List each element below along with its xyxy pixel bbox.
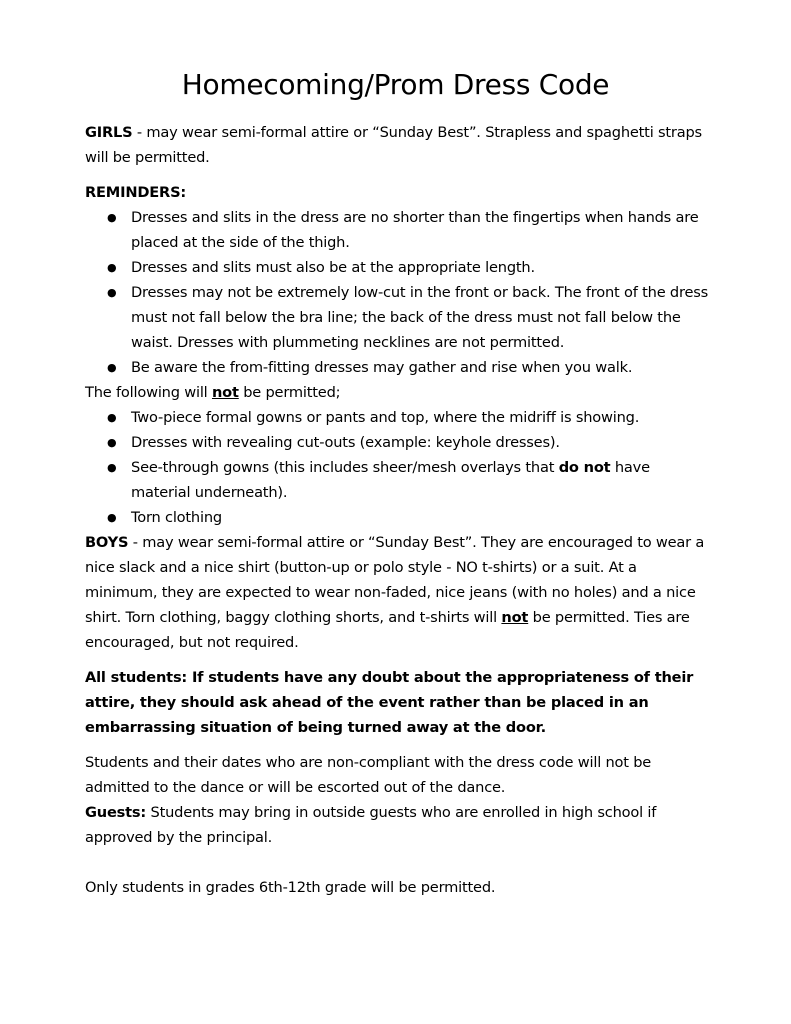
- not-permitted-intro-after: be permitted;: [238, 384, 341, 401]
- girls-paragraph: [85, 120, 710, 170]
- spacer: [85, 850, 710, 875]
- boys-text: - may wear semi-formal attire or “Sunday Best”. They are encouraged to wear a nice slack and a nice shirt (button-up or polo style - NO t-shirts) or a suit. At a minimum, they are expected to wear non-faded, nice jeans (with no holes) and a nice shirt. Torn clothing, baggy clothing shorts, and t-shirts will: [85, 534, 705, 626]
- list-item: [85, 505, 710, 530]
- list-item-text: Torn clothing: [131, 509, 222, 526]
- reminders-heading-text: REMINDERS:: [85, 184, 187, 201]
- not-permitted-intro-before: The following will: [85, 384, 212, 401]
- boys-paragraph: [85, 530, 710, 655]
- list-item-text: See-through gowns (this includes sheer/mesh overlays that: [131, 459, 559, 476]
- list-item: [85, 405, 710, 430]
- list-item-bold: do not: [558, 459, 611, 476]
- list-item: ● Dresses may not be extremely low-cut in the front or back. The front of the dress must not fall below the bra line; the back of the dress must not fall below the waist. Dresses with plummeting necklines are not permitted.: [85, 280, 710, 355]
- boys-text-after: be permitted. Ties are encouraged, but not required.: [85, 609, 690, 651]
- not-permitted-emph: not: [211, 384, 239, 401]
- all-students-paragraph: All students: If students have any doubt about the appropriateness of their attire, they should ask ahead of the event rather than be placed in an embarrassing situation of being turned away at the door.: [85, 669, 694, 736]
- reminders-heading: [85, 180, 710, 205]
- guests-label: Guests:: [85, 804, 147, 821]
- guests-paragraph: [85, 800, 710, 850]
- not-permitted-intro: [85, 380, 710, 405]
- not-permitted-list: [85, 405, 710, 530]
- list-item: ● Dresses and slits in the dress are no shorter than the fingertips when hands are placed at the side of the thigh.: [85, 205, 710, 255]
- non-compliant-paragraph: Students and their dates who are non-compliant with the dress code will not be admitted to the dance or will be escorted out of the dance.: [85, 754, 652, 796]
- grades-paragraph: Only students in grades 6th-12th grade will be permitted.: [85, 879, 496, 896]
- boys-emph: not: [501, 609, 529, 626]
- girls-label: GIRLS: [85, 124, 133, 141]
- guests-text: Students may bring in outside guests who are enrolled in high school if approved by the principal.: [85, 804, 657, 846]
- list-item: [85, 430, 710, 455]
- reminders-list: [85, 205, 710, 380]
- list-item-text-after: have material underneath).: [131, 459, 650, 501]
- list-item-text: Two-piece formal gowns or pants and top, where the midriff is showing.: [131, 409, 640, 426]
- list-item: ● Dresses and slits must also be at the appropriate length.: [85, 255, 710, 280]
- list-item: [85, 455, 710, 505]
- girls-text: - may wear semi-formal attire or “Sunday Best”. Strapless and spaghetti straps will be permitted.: [85, 124, 702, 166]
- list-item: ● Be aware the from-fitting dresses may gather and rise when you walk.: [85, 355, 710, 380]
- page-title: Homecoming/Prom Dress Code: [181, 68, 610, 101]
- document-body: [85, 120, 710, 900]
- boys-label: BOYS: [85, 534, 129, 551]
- list-item-text: Dresses with revealing cut-outs (example: keyhole dresses).: [131, 434, 560, 451]
